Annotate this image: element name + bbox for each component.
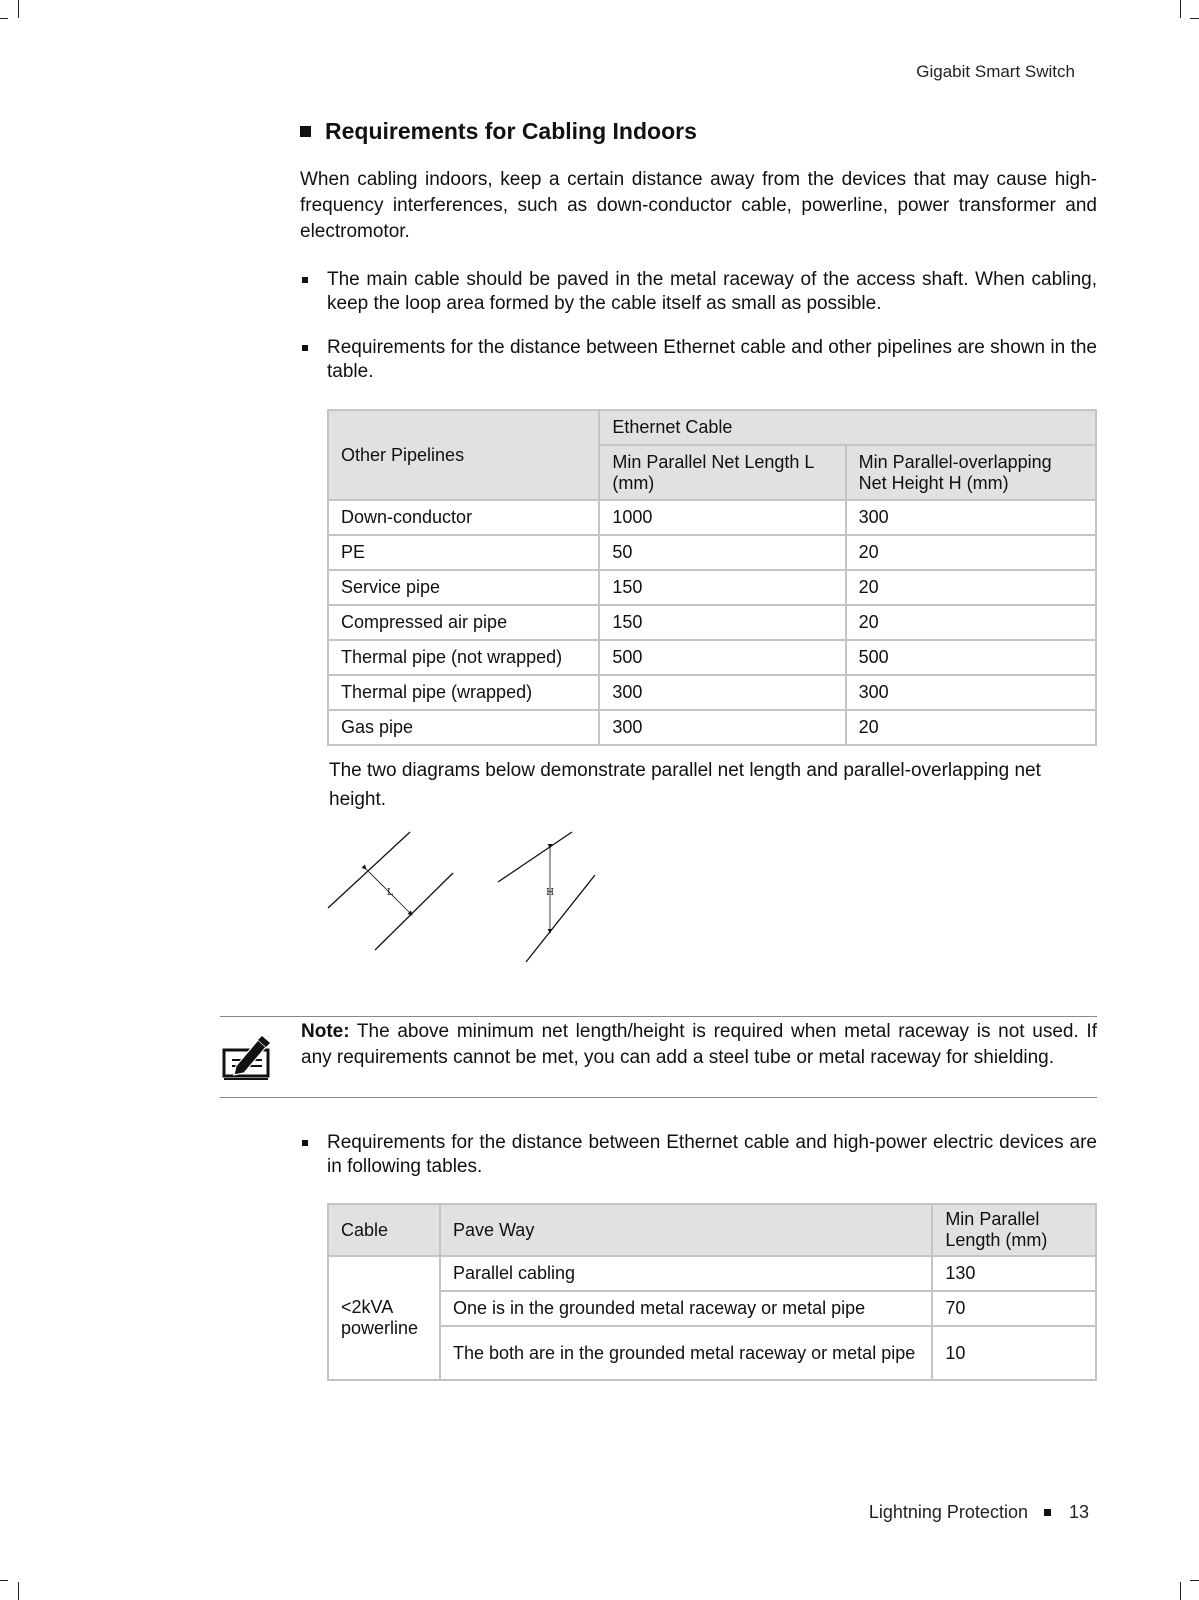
header-cell: Min Parallel Net Length L (mm) xyxy=(599,445,845,500)
running-header: Gigabit Smart Switch xyxy=(916,62,1075,81)
section-heading xyxy=(300,118,697,145)
footer-section: Lightning Protection xyxy=(868,1502,1028,1522)
crop-mark xyxy=(0,1580,8,1581)
overlapping-height-diagram xyxy=(498,832,595,962)
note-body: The above minimum net length/height is required when metal raceway is not used. If any requirements cannot be met, you can add a steel tube or metal raceway for shielding. xyxy=(301,1021,1097,1068)
table-header-row xyxy=(328,410,1096,445)
bullet-item xyxy=(300,268,1097,316)
running-footer xyxy=(869,1502,1089,1523)
table-cell: 150 xyxy=(599,570,845,605)
table-cell: PE xyxy=(328,535,599,570)
table-cell: 150 xyxy=(599,605,845,640)
parallel-length-diagram xyxy=(328,832,453,950)
crop-mark xyxy=(0,18,8,19)
table-cell: 500 xyxy=(599,640,845,675)
electric-devices-table xyxy=(327,1203,1097,1381)
table-cell: <2kVA powerline xyxy=(328,1256,440,1380)
header-cell: Cable xyxy=(328,1204,440,1256)
bullet-text: Requirements for the distance between Ethernet cable and other pipelines are shown in the table. xyxy=(327,337,1097,382)
table-row xyxy=(328,605,1096,640)
table-cell: 10 xyxy=(932,1326,1096,1380)
pipelines-table xyxy=(327,409,1097,746)
table-row xyxy=(328,1256,1096,1291)
header-cell: Min Parallel-overlapping Net Height H (mm) xyxy=(846,445,1096,500)
table-cell: The both are in the grounded metal raceway or metal pipe xyxy=(440,1326,932,1380)
parallel-length-height-diagram xyxy=(320,825,610,970)
crop-mark xyxy=(18,1582,19,1600)
pipe-line xyxy=(526,875,595,962)
crop-mark xyxy=(1180,0,1181,18)
table-cell: Thermal pipe (not wrapped) xyxy=(328,640,599,675)
square-bullet-icon xyxy=(300,126,311,137)
table-cell: Thermal pipe (wrapped) xyxy=(328,675,599,710)
table-cell: 300 xyxy=(846,500,1096,535)
table-row xyxy=(328,535,1096,570)
height-label: H xyxy=(546,888,554,898)
table-cell: 300 xyxy=(599,675,845,710)
note-paragraph xyxy=(301,1019,1097,1071)
table-cell: 130 xyxy=(932,1256,1096,1291)
bullet-item xyxy=(300,336,1097,384)
table-cell: 300 xyxy=(846,675,1096,710)
bullet-item xyxy=(300,1131,1097,1179)
square-bullet-icon xyxy=(1044,1509,1051,1516)
diagram-caption: The two diagrams below demonstrate parallel net length and parallel-overlapping net height. xyxy=(329,760,1041,810)
bullet-text: The main cable should be paved in the metal raceway of the access shaft. When cabling, keep the loop area formed by the cable itself as small as possible. xyxy=(327,269,1097,314)
table-cell: 20 xyxy=(846,710,1096,745)
cable-line xyxy=(498,832,572,882)
table-row xyxy=(328,1326,1096,1380)
crop-mark xyxy=(1190,18,1199,19)
note-bottom-rule xyxy=(220,1097,1097,1098)
table-row xyxy=(328,675,1096,710)
table-cell: Service pipe xyxy=(328,570,599,605)
header-cell: Pave Way xyxy=(440,1204,932,1256)
bullet-icon xyxy=(302,1140,308,1146)
pipe-line xyxy=(375,873,453,950)
table-cell: Parallel cabling xyxy=(440,1256,932,1291)
note-top-rule xyxy=(220,1016,1097,1017)
table-row xyxy=(328,640,1096,675)
crop-mark xyxy=(18,0,19,18)
length-label: L xyxy=(387,888,393,898)
table-cell: Compressed air pipe xyxy=(328,605,599,640)
table-cell: 1000 xyxy=(599,500,845,535)
table-cell: 300 xyxy=(599,710,845,745)
bullet-icon xyxy=(302,345,308,351)
table-cell: 70 xyxy=(932,1291,1096,1326)
table-cell: 50 xyxy=(599,535,845,570)
table-cell: 20 xyxy=(846,535,1096,570)
crop-mark xyxy=(1190,1580,1199,1581)
table-row xyxy=(328,570,1096,605)
table-cell: 20 xyxy=(846,605,1096,640)
table-cell: 500 xyxy=(846,640,1096,675)
bullet-icon xyxy=(302,277,308,283)
intro-paragraph: When cabling indoors, keep a certain distance away from the devices that may cause high-frequency interferences, such as down-conductor cable, powerline, power transformer and electromotor. xyxy=(300,169,1097,242)
cable-line xyxy=(328,832,410,908)
table-cell: Gas pipe xyxy=(328,710,599,745)
section-heading-text: Requirements for Cabling Indoors xyxy=(325,118,697,144)
crop-mark xyxy=(1180,1582,1181,1600)
table-header-row xyxy=(328,1204,1096,1256)
header-cell: Min Parallel Length (mm) xyxy=(932,1204,1096,1256)
note-label: Note: xyxy=(301,1021,350,1042)
table-row xyxy=(328,710,1096,745)
header-cell: Other Pipelines xyxy=(328,410,599,500)
table-cell: Down-conductor xyxy=(328,500,599,535)
page-number: 13 xyxy=(1068,1502,1089,1522)
header-cell: Ethernet Cable xyxy=(599,410,1096,445)
table-row xyxy=(328,500,1096,535)
table-cell: 20 xyxy=(846,570,1096,605)
pencil-note-icon xyxy=(222,1036,274,1082)
bullet-text: Requirements for the distance between Ethernet cable and high-power electric devices are in following tables. xyxy=(327,1132,1097,1177)
table-cell: One is in the grounded metal raceway or metal pipe xyxy=(440,1291,932,1326)
table-row xyxy=(328,1291,1096,1326)
